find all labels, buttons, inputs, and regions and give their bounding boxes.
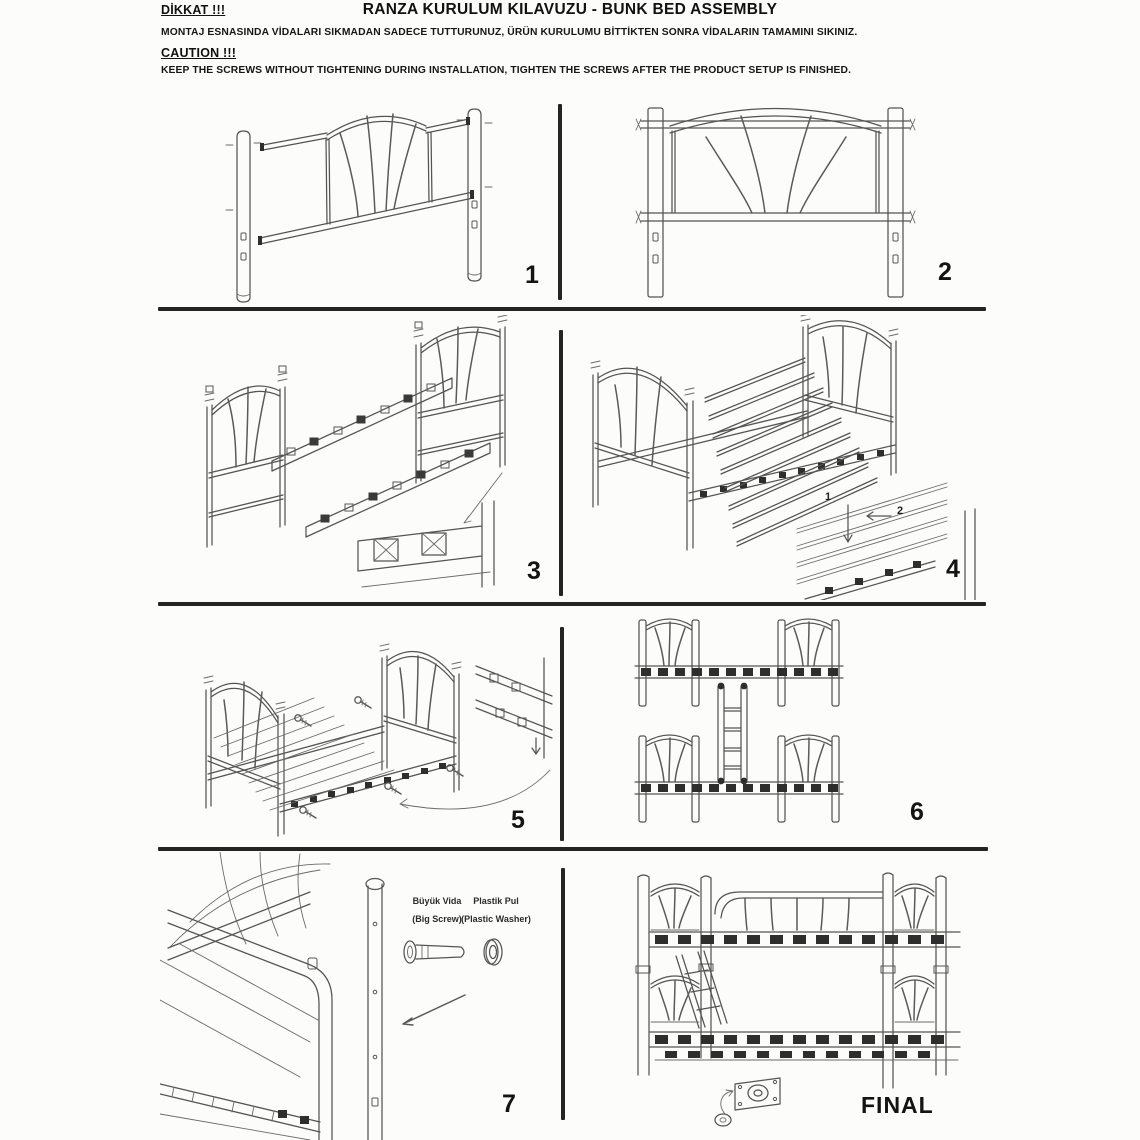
row-divider-3 bbox=[158, 847, 988, 851]
ladder-drawing bbox=[718, 683, 748, 785]
left-post bbox=[648, 108, 663, 297]
big-screw-label-tr: Büyük Vida bbox=[412, 896, 462, 906]
bottom-rails bbox=[160, 1084, 320, 1140]
right-post bbox=[888, 108, 903, 297]
assembly-step-6-panel bbox=[575, 608, 985, 845]
headboard-arch-section bbox=[258, 114, 474, 245]
step-number: 3 bbox=[527, 557, 541, 585]
lower-right-fan bbox=[895, 976, 934, 1022]
attention-heading-en: CAUTION !!! bbox=[161, 46, 237, 60]
assembly-step-2-panel bbox=[575, 95, 985, 305]
upper-left-fan bbox=[651, 884, 699, 930]
step-number: 6 bbox=[910, 798, 924, 826]
caster-detail bbox=[715, 1078, 780, 1126]
step-number: 2 bbox=[938, 258, 952, 286]
left-headboard bbox=[591, 361, 694, 550]
right-headboard bbox=[380, 644, 461, 792]
step-4-illustration bbox=[575, 315, 985, 600]
lower-left-fan bbox=[651, 976, 699, 1022]
rail-connection-inset bbox=[358, 501, 494, 587]
direction-arrow bbox=[403, 995, 465, 1025]
plastic-washer-label-en: (Plastic Washer) bbox=[461, 914, 531, 924]
big-screw-label-en: (Big Screw) bbox=[412, 914, 462, 924]
assembly-step-4-panel bbox=[575, 315, 985, 600]
final-step-label: FINAL bbox=[861, 1092, 934, 1118]
step-number: 1 bbox=[525, 261, 539, 289]
background-headboard-curves bbox=[168, 852, 330, 960]
inset-step-a-label: 1 bbox=[825, 491, 832, 503]
headboard-arch bbox=[670, 109, 881, 214]
step-2-illustration bbox=[575, 95, 985, 305]
column-divider-row4 bbox=[561, 868, 565, 1120]
right-post bbox=[457, 109, 492, 281]
assembly-step-3-panel bbox=[160, 315, 553, 600]
column-divider-row2 bbox=[559, 330, 563, 596]
headboard-rails bbox=[636, 119, 915, 223]
big-screw-icon bbox=[404, 941, 464, 963]
guardrail bbox=[715, 892, 883, 930]
plastic-washer-label-tr: Plastik Pul bbox=[473, 896, 519, 906]
lower-bed-rail bbox=[650, 1032, 960, 1060]
assembly-step-7-panel bbox=[160, 852, 560, 1140]
left-post bbox=[226, 131, 261, 302]
corner-post bbox=[366, 879, 384, 1140]
side-rail-lower bbox=[306, 443, 490, 537]
upper-right-fan bbox=[895, 884, 934, 930]
upper-bed-side-view bbox=[635, 619, 843, 706]
warning-text-en: KEEP THE SCREWS WITHOUT TIGHTENING DURING INSTALLATION, TIGHTEN THE SCREWS AFTER THE PRODUCT SETUP IS FINISHED. bbox=[161, 65, 852, 76]
diagonal-braces bbox=[160, 944, 318, 1077]
corner-detail-inset bbox=[476, 658, 552, 758]
step-number: 5 bbox=[511, 806, 525, 834]
inset-step-b-label: 2 bbox=[897, 505, 904, 517]
assembly-step-5-panel bbox=[160, 608, 553, 845]
side-rail-upper bbox=[272, 378, 452, 471]
warning-text-tr: MONTAJ ESNASINDA VİDALARI SIKMADAN SADECE TUTTURUNUZ, ÜRÜN KURULUMU BİTTİKTEN SONRA VİDALARIN TAMAMINI SIKINIZ. bbox=[161, 27, 858, 38]
plastic-washer-icon bbox=[484, 939, 502, 965]
attention-heading-tr: DİKKAT !!! bbox=[161, 3, 226, 17]
step-5-illustration bbox=[160, 608, 553, 845]
step-number: 4 bbox=[946, 555, 960, 583]
column-divider-row1 bbox=[558, 104, 562, 300]
step-1-illustration bbox=[160, 95, 553, 305]
screw-icons bbox=[295, 697, 463, 818]
assembly-step-final-panel bbox=[575, 852, 985, 1140]
leader-curve bbox=[400, 770, 550, 809]
column-divider-row3 bbox=[560, 627, 564, 841]
row-divider-2 bbox=[158, 602, 986, 606]
upper-bed-rail bbox=[650, 932, 960, 947]
step-3-illustration bbox=[160, 315, 553, 600]
bed-frame-with-slats bbox=[208, 698, 456, 812]
left-headboard bbox=[205, 366, 287, 547]
page-title: RANZA KURULUM KILAVUZU - BUNK BED ASSEMBLY bbox=[362, 1, 778, 18]
bed-slats bbox=[705, 358, 877, 546]
step-number: 7 bbox=[502, 1090, 516, 1118]
assembly-step-1-panel bbox=[160, 95, 553, 305]
detail-callout-line bbox=[464, 473, 502, 523]
row-divider-1 bbox=[158, 307, 986, 311]
